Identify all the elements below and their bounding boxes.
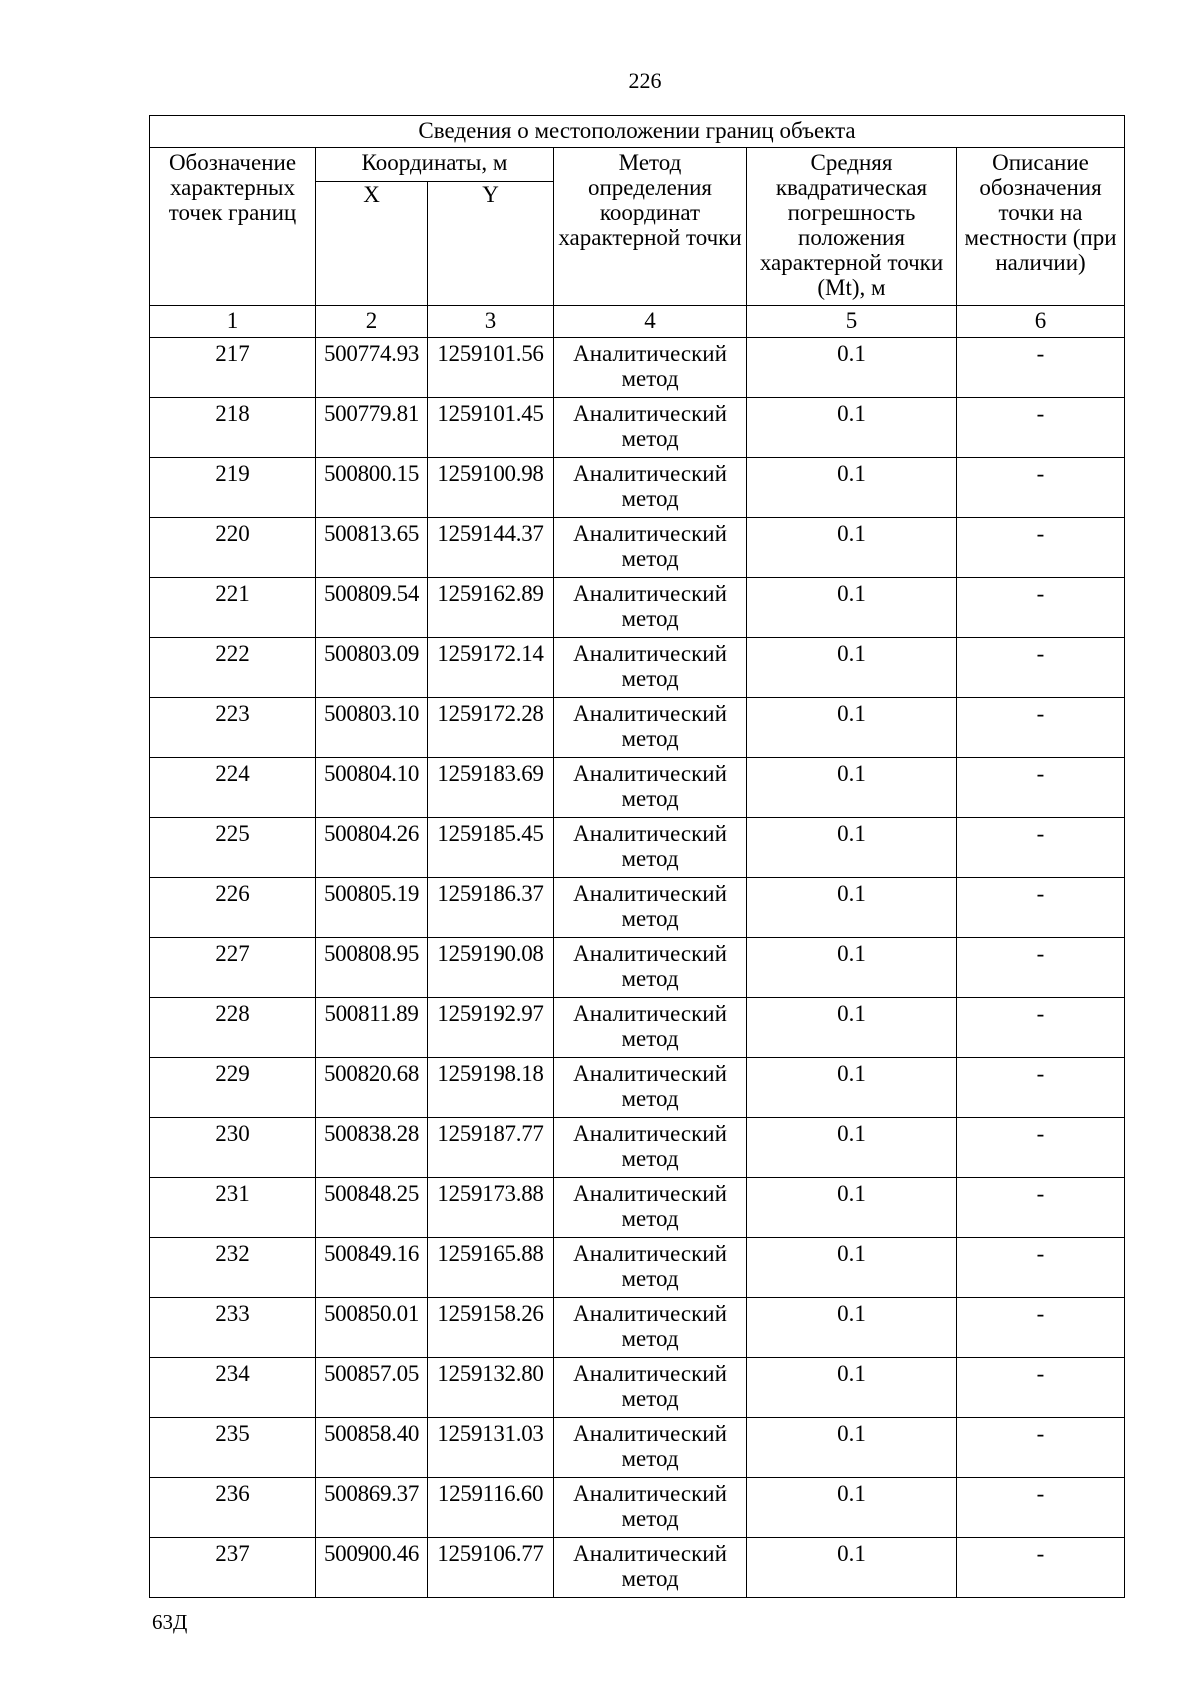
cell-error: 0.1 [747, 938, 957, 998]
cell-y: 1259185.45 [428, 818, 554, 878]
cell-x: 500804.26 [316, 818, 428, 878]
cell-method: Аналитический метод [554, 1238, 747, 1298]
cell-error: 0.1 [747, 1418, 957, 1478]
cell-point: 234 [150, 1358, 316, 1418]
header-x: X [316, 182, 428, 306]
table-row [150, 1118, 1125, 1178]
cell-y: 1259116.60 [428, 1478, 554, 1538]
cell-description: - [957, 1178, 1125, 1238]
cell-point: 236 [150, 1478, 316, 1538]
cell-method: Аналитический метод [554, 578, 747, 638]
cell-method: Аналитический метод [554, 458, 747, 518]
table-row [150, 638, 1125, 698]
cell-method: Аналитический метод [554, 818, 747, 878]
cell-point: 231 [150, 1178, 316, 1238]
table-row [150, 878, 1125, 938]
cell-error: 0.1 [747, 1118, 957, 1178]
cell-x: 500803.09 [316, 638, 428, 698]
cell-error: 0.1 [747, 1178, 957, 1238]
table-row [150, 1178, 1125, 1238]
header-description: Описание обозначения точки на местности (при наличии) [957, 148, 1125, 306]
cell-error: 0.1 [747, 998, 957, 1058]
cell-y: 1259187.77 [428, 1118, 554, 1178]
table-row [150, 1058, 1125, 1118]
cell-description: - [957, 878, 1125, 938]
cell-description: - [957, 338, 1125, 398]
cell-error: 0.1 [747, 1298, 957, 1358]
cell-x: 500900.46 [316, 1538, 428, 1598]
table-row [150, 758, 1125, 818]
cell-method: Аналитический метод [554, 998, 747, 1058]
cell-method: Аналитический метод [554, 698, 747, 758]
boundary-coordinates-table [149, 115, 1125, 1598]
cell-y: 1259173.88 [428, 1178, 554, 1238]
cell-error: 0.1 [747, 578, 957, 638]
cell-y: 1259162.89 [428, 578, 554, 638]
cell-y: 1259144.37 [428, 518, 554, 578]
cell-error: 0.1 [747, 1358, 957, 1418]
table-row [150, 1418, 1125, 1478]
cell-method: Аналитический метод [554, 518, 747, 578]
cell-description: - [957, 1238, 1125, 1298]
header-coordinates: Координаты, м [316, 148, 554, 182]
cell-method: Аналитический метод [554, 1118, 747, 1178]
cell-x: 500849.16 [316, 1238, 428, 1298]
cell-error: 0.1 [747, 1478, 957, 1538]
cell-description: - [957, 1298, 1125, 1358]
cell-method: Аналитический метод [554, 758, 747, 818]
cell-method: Аналитический метод [554, 338, 747, 398]
cell-x: 500838.28 [316, 1118, 428, 1178]
cell-method: Аналитический метод [554, 938, 747, 998]
cell-y: 1259158.26 [428, 1298, 554, 1358]
cell-y: 1259183.69 [428, 758, 554, 818]
cell-y: 1259192.97 [428, 998, 554, 1058]
cell-description: - [957, 1118, 1125, 1178]
cell-x: 500774.93 [316, 338, 428, 398]
cell-description: - [957, 578, 1125, 638]
cell-description: - [957, 518, 1125, 578]
cell-error: 0.1 [747, 818, 957, 878]
cell-x: 500857.05 [316, 1358, 428, 1418]
cell-error: 0.1 [747, 638, 957, 698]
cell-point: 230 [150, 1118, 316, 1178]
cell-description: - [957, 938, 1125, 998]
cell-y: 1259198.18 [428, 1058, 554, 1118]
cell-description: - [957, 818, 1125, 878]
cell-point: 218 [150, 398, 316, 458]
cell-point: 224 [150, 758, 316, 818]
column-number: 3 [428, 306, 554, 338]
cell-point: 233 [150, 1298, 316, 1358]
cell-x: 500809.54 [316, 578, 428, 638]
cell-x: 500811.89 [316, 998, 428, 1058]
table-row [150, 698, 1125, 758]
cell-error: 0.1 [747, 1538, 957, 1598]
cell-y: 1259131.03 [428, 1418, 554, 1478]
cell-description: - [957, 758, 1125, 818]
cell-description: - [957, 1058, 1125, 1118]
cell-x: 500848.25 [316, 1178, 428, 1238]
cell-description: - [957, 1538, 1125, 1598]
cell-point: 226 [150, 878, 316, 938]
column-number: 4 [554, 306, 747, 338]
cell-y: 1259186.37 [428, 878, 554, 938]
cell-method: Аналитический метод [554, 1418, 747, 1478]
table-row [150, 1298, 1125, 1358]
cell-error: 0.1 [747, 698, 957, 758]
table-row [150, 938, 1125, 998]
cell-description: - [957, 458, 1125, 518]
table-row [150, 398, 1125, 458]
cell-method: Аналитический метод [554, 1058, 747, 1118]
cell-x: 500805.19 [316, 878, 428, 938]
cell-error: 0.1 [747, 338, 957, 398]
cell-point: 223 [150, 698, 316, 758]
cell-method: Аналитический метод [554, 1358, 747, 1418]
table-row [150, 458, 1125, 518]
table-row [150, 998, 1125, 1058]
cell-point: 225 [150, 818, 316, 878]
cell-x: 500850.01 [316, 1298, 428, 1358]
cell-x: 500869.37 [316, 1478, 428, 1538]
table-row [150, 338, 1125, 398]
cell-y: 1259190.08 [428, 938, 554, 998]
cell-description: - [957, 1418, 1125, 1478]
cell-point: 222 [150, 638, 316, 698]
header-error: Средняя квадратическая погрешность положения характерной точки (Mt), м [747, 148, 957, 306]
cell-error: 0.1 [747, 1238, 957, 1298]
cell-point: 227 [150, 938, 316, 998]
cell-error: 0.1 [747, 398, 957, 458]
cell-x: 500800.15 [316, 458, 428, 518]
cell-point: 220 [150, 518, 316, 578]
cell-x: 500803.10 [316, 698, 428, 758]
cell-method: Аналитический метод [554, 1478, 747, 1538]
cell-x: 500858.40 [316, 1418, 428, 1478]
cell-y: 1259101.56 [428, 338, 554, 398]
column-number: 1 [150, 306, 316, 338]
cell-point: 219 [150, 458, 316, 518]
footer-code: 63Д [152, 1610, 188, 1634]
header-method: Метод определения координат характерной точки [554, 148, 747, 306]
cell-x: 500813.65 [316, 518, 428, 578]
cell-description: - [957, 998, 1125, 1058]
column-number-row [150, 306, 1125, 338]
cell-error: 0.1 [747, 518, 957, 578]
cell-description: - [957, 698, 1125, 758]
cell-y: 1259101.45 [428, 398, 554, 458]
cell-description: - [957, 638, 1125, 698]
cell-point: 221 [150, 578, 316, 638]
table-title: Сведения о местоположении границ объекта [150, 116, 1125, 148]
cell-x: 500779.81 [316, 398, 428, 458]
cell-point: 232 [150, 1238, 316, 1298]
cell-y: 1259172.28 [428, 698, 554, 758]
cell-description: - [957, 398, 1125, 458]
table-row [150, 578, 1125, 638]
cell-method: Аналитический метод [554, 878, 747, 938]
cell-point: 228 [150, 998, 316, 1058]
cell-description: - [957, 1358, 1125, 1418]
cell-error: 0.1 [747, 458, 957, 518]
cell-method: Аналитический метод [554, 398, 747, 458]
cell-x: 500804.10 [316, 758, 428, 818]
table-row [150, 1478, 1125, 1538]
cell-point: 237 [150, 1538, 316, 1598]
cell-method: Аналитический метод [554, 638, 747, 698]
cell-method: Аналитический метод [554, 1298, 747, 1358]
cell-method: Аналитический метод [554, 1178, 747, 1238]
cell-error: 0.1 [747, 1058, 957, 1118]
column-number: 6 [957, 306, 1125, 338]
table-row [150, 1538, 1125, 1598]
table-row [150, 1358, 1125, 1418]
table-row [150, 518, 1125, 578]
cell-method: Аналитический метод [554, 1538, 747, 1598]
cell-error: 0.1 [747, 878, 957, 938]
column-number: 2 [316, 306, 428, 338]
cell-y: 1259106.77 [428, 1538, 554, 1598]
cell-y: 1259165.88 [428, 1238, 554, 1298]
header-point: Обозначение характерных точек границ [150, 148, 316, 306]
cell-x: 500808.95 [316, 938, 428, 998]
cell-y: 1259172.14 [428, 638, 554, 698]
cell-y: 1259100.98 [428, 458, 554, 518]
cell-y: 1259132.80 [428, 1358, 554, 1418]
page-number: 226 [628, 68, 662, 93]
header-y: Y [428, 182, 554, 306]
cell-error: 0.1 [747, 758, 957, 818]
cell-description: - [957, 1478, 1125, 1538]
cell-point: 217 [150, 338, 316, 398]
table-row [150, 1238, 1125, 1298]
table-row [150, 818, 1125, 878]
cell-x: 500820.68 [316, 1058, 428, 1118]
cell-point: 229 [150, 1058, 316, 1118]
column-number: 5 [747, 306, 957, 338]
cell-point: 235 [150, 1418, 316, 1478]
